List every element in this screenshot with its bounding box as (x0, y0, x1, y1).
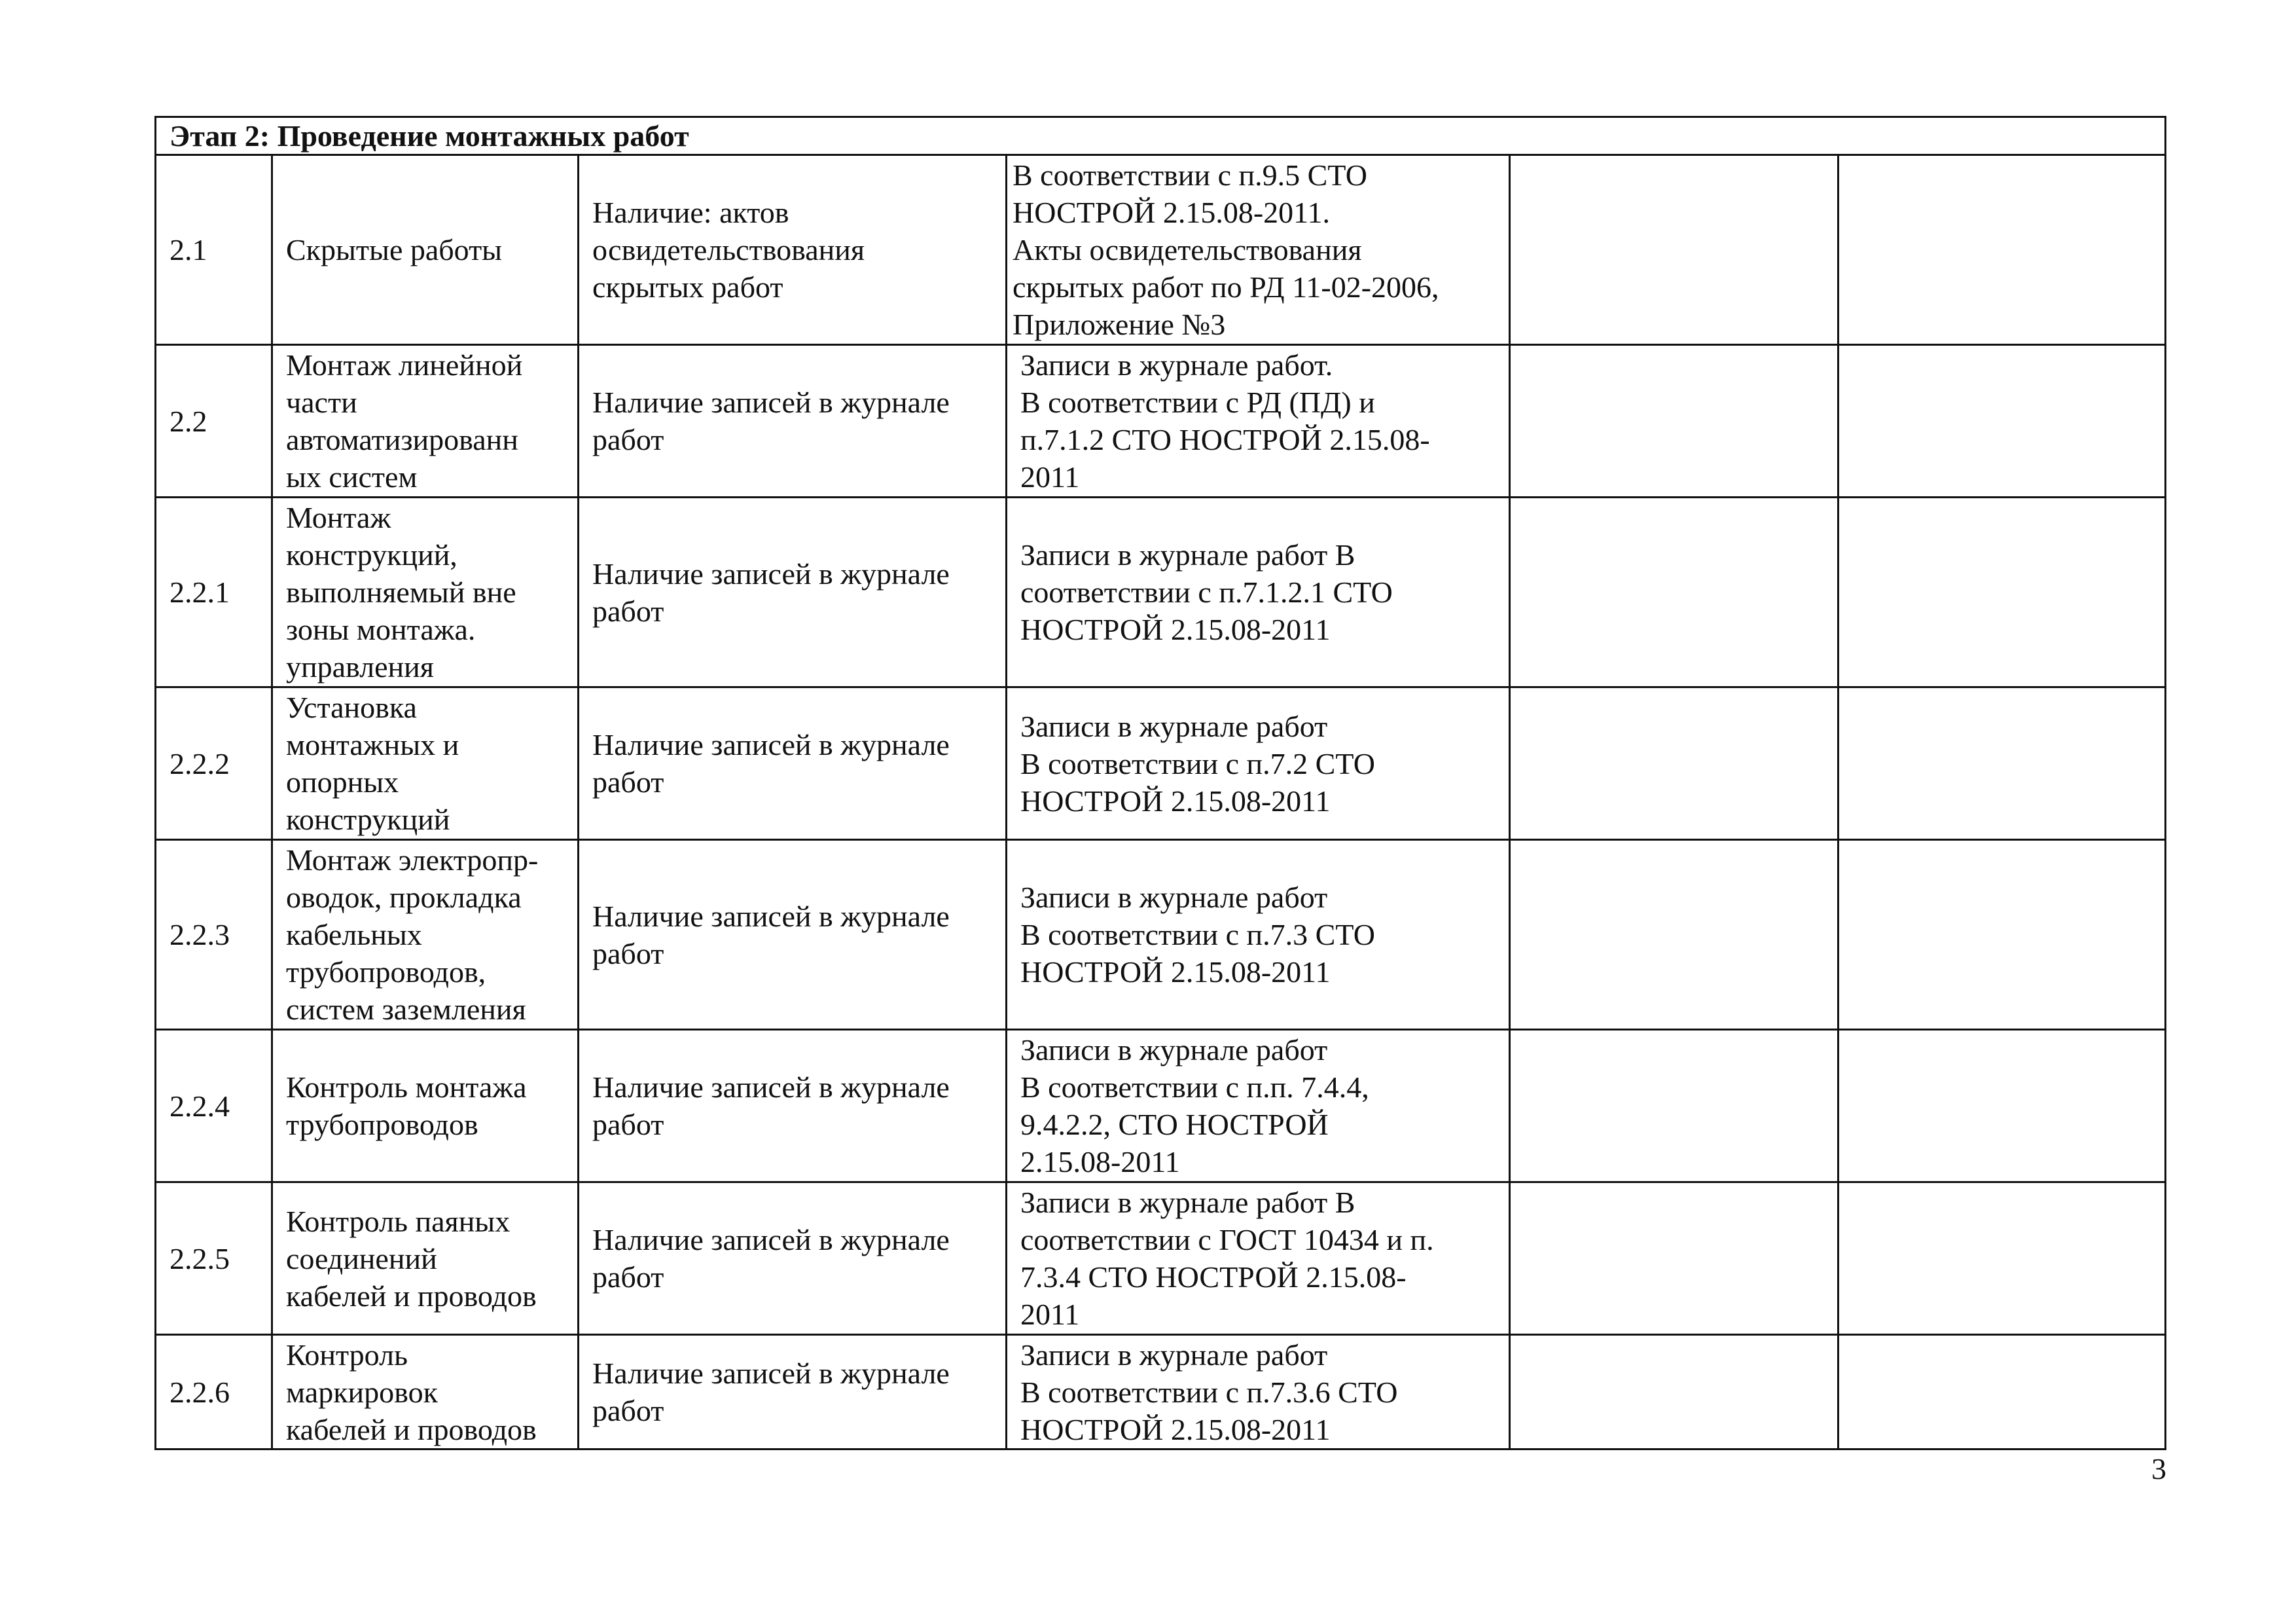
row-number-cell: 2.2.1 (156, 498, 272, 687)
stage-heading-row (156, 117, 2166, 155)
basis-cell: Записи в журнале работ В соответствии с ГОСТ 10434 и п. 7.3.4 СТО НОСТРОЙ 2.15.08- 2011 (1007, 1182, 1510, 1335)
empty-cell (1839, 498, 2166, 687)
empty-cell (1839, 345, 2166, 498)
work-name-cell: Контроль монтажа трубопроводов (272, 1030, 579, 1182)
row-number-cell: 2.2.4 (156, 1030, 272, 1182)
empty-cell (1839, 1030, 2166, 1182)
empty-cell (1510, 498, 1839, 687)
empty-cell (1839, 155, 2166, 345)
empty-cell (1510, 840, 1839, 1030)
stage-heading: Этап 2: Проведение монтажных работ (156, 117, 2166, 155)
row-number-cell: 2.2.3 (156, 840, 272, 1030)
control-cell: Наличие записей в журнале работ (579, 1030, 1007, 1182)
work-name-cell: Монтаж линейной части автоматизированн ых систем (272, 345, 579, 498)
empty-cell (1839, 687, 2166, 840)
empty-cell (1839, 840, 2166, 1030)
basis-cell: Записи в журнале работ В соответствии с п.7.1.2.1 СТО НОСТРОЙ 2.15.08-2011 (1007, 498, 1510, 687)
control-cell: Наличие записей в журнале работ (579, 498, 1007, 687)
row-number-cell: 2.2.6 (156, 1335, 272, 1450)
table-row (156, 498, 2166, 687)
table-row (156, 1182, 2166, 1335)
page-number: 3 (2151, 1452, 2166, 1486)
work-name-cell: Монтаж конструкций, выполняемый вне зоны монтажа. управления (272, 498, 579, 687)
table-row (156, 345, 2166, 498)
basis-cell: В соответствии с п.9.5 СТО НОСТРОЙ 2.15.08-2011. Акты освидетельствования скрытых работ по РД 11-02-2006, Приложение №3 (1007, 155, 1510, 345)
work-stage-table (154, 116, 2166, 1450)
row-number-cell: 2.2 (156, 345, 272, 498)
work-name-cell: Контроль маркировок кабелей и проводов (272, 1335, 579, 1450)
empty-cell (1510, 687, 1839, 840)
empty-cell (1510, 1335, 1839, 1450)
empty-cell (1510, 345, 1839, 498)
empty-cell (1510, 1030, 1839, 1182)
control-cell: Наличие записей в журнале работ (579, 1182, 1007, 1335)
empty-cell (1510, 1182, 1839, 1335)
table-row (156, 687, 2166, 840)
basis-cell: Записи в журнале работ. В соответствии с РД (ПД) и п.7.1.2 СТО НОСТРОЙ 2.15.08- 2011 (1007, 345, 1510, 498)
control-cell: Наличие записей в журнале работ (579, 1335, 1007, 1450)
control-cell: Наличие записей в журнале работ (579, 345, 1007, 498)
empty-cell (1510, 155, 1839, 345)
basis-cell: Записи в журнале работ В соответствии с п.7.3 СТО НОСТРОЙ 2.15.08-2011 (1007, 840, 1510, 1030)
table-body (156, 117, 2166, 1450)
basis-cell: Записи в журнале работ В соответствии с п.7.2 СТО НОСТРОЙ 2.15.08-2011 (1007, 687, 1510, 840)
control-cell: Наличие записей в журнале работ (579, 687, 1007, 840)
work-name-cell: Контроль паяных соединений кабелей и проводов (272, 1182, 579, 1335)
table-row (156, 1030, 2166, 1182)
table-row (156, 155, 2166, 345)
table-row (156, 840, 2166, 1030)
control-cell: Наличие: актов освидетельствования скрытых работ (579, 155, 1007, 345)
empty-cell (1839, 1182, 2166, 1335)
row-number-cell: 2.2.5 (156, 1182, 272, 1335)
work-name-cell: Скрытые работы (272, 155, 579, 345)
work-name-cell: Монтаж электропр- оводок, прокладка кабельных трубопроводов, систем заземления (272, 840, 579, 1030)
row-number-cell: 2.2.2 (156, 687, 272, 840)
basis-cell: Записи в журнале работ В соответствии с п.п. 7.4.4, 9.4.2.2, СТО НОСТРОЙ 2.15.08-2011 (1007, 1030, 1510, 1182)
control-cell: Наличие записей в журнале работ (579, 840, 1007, 1030)
row-number-cell: 2.1 (156, 155, 272, 345)
work-name-cell: Установка монтажных и опорных конструкций (272, 687, 579, 840)
table-row (156, 1335, 2166, 1450)
empty-cell (1839, 1335, 2166, 1450)
basis-cell: Записи в журнале работ В соответствии с п.7.3.6 СТО НОСТРОЙ 2.15.08-2011 (1007, 1335, 1510, 1450)
